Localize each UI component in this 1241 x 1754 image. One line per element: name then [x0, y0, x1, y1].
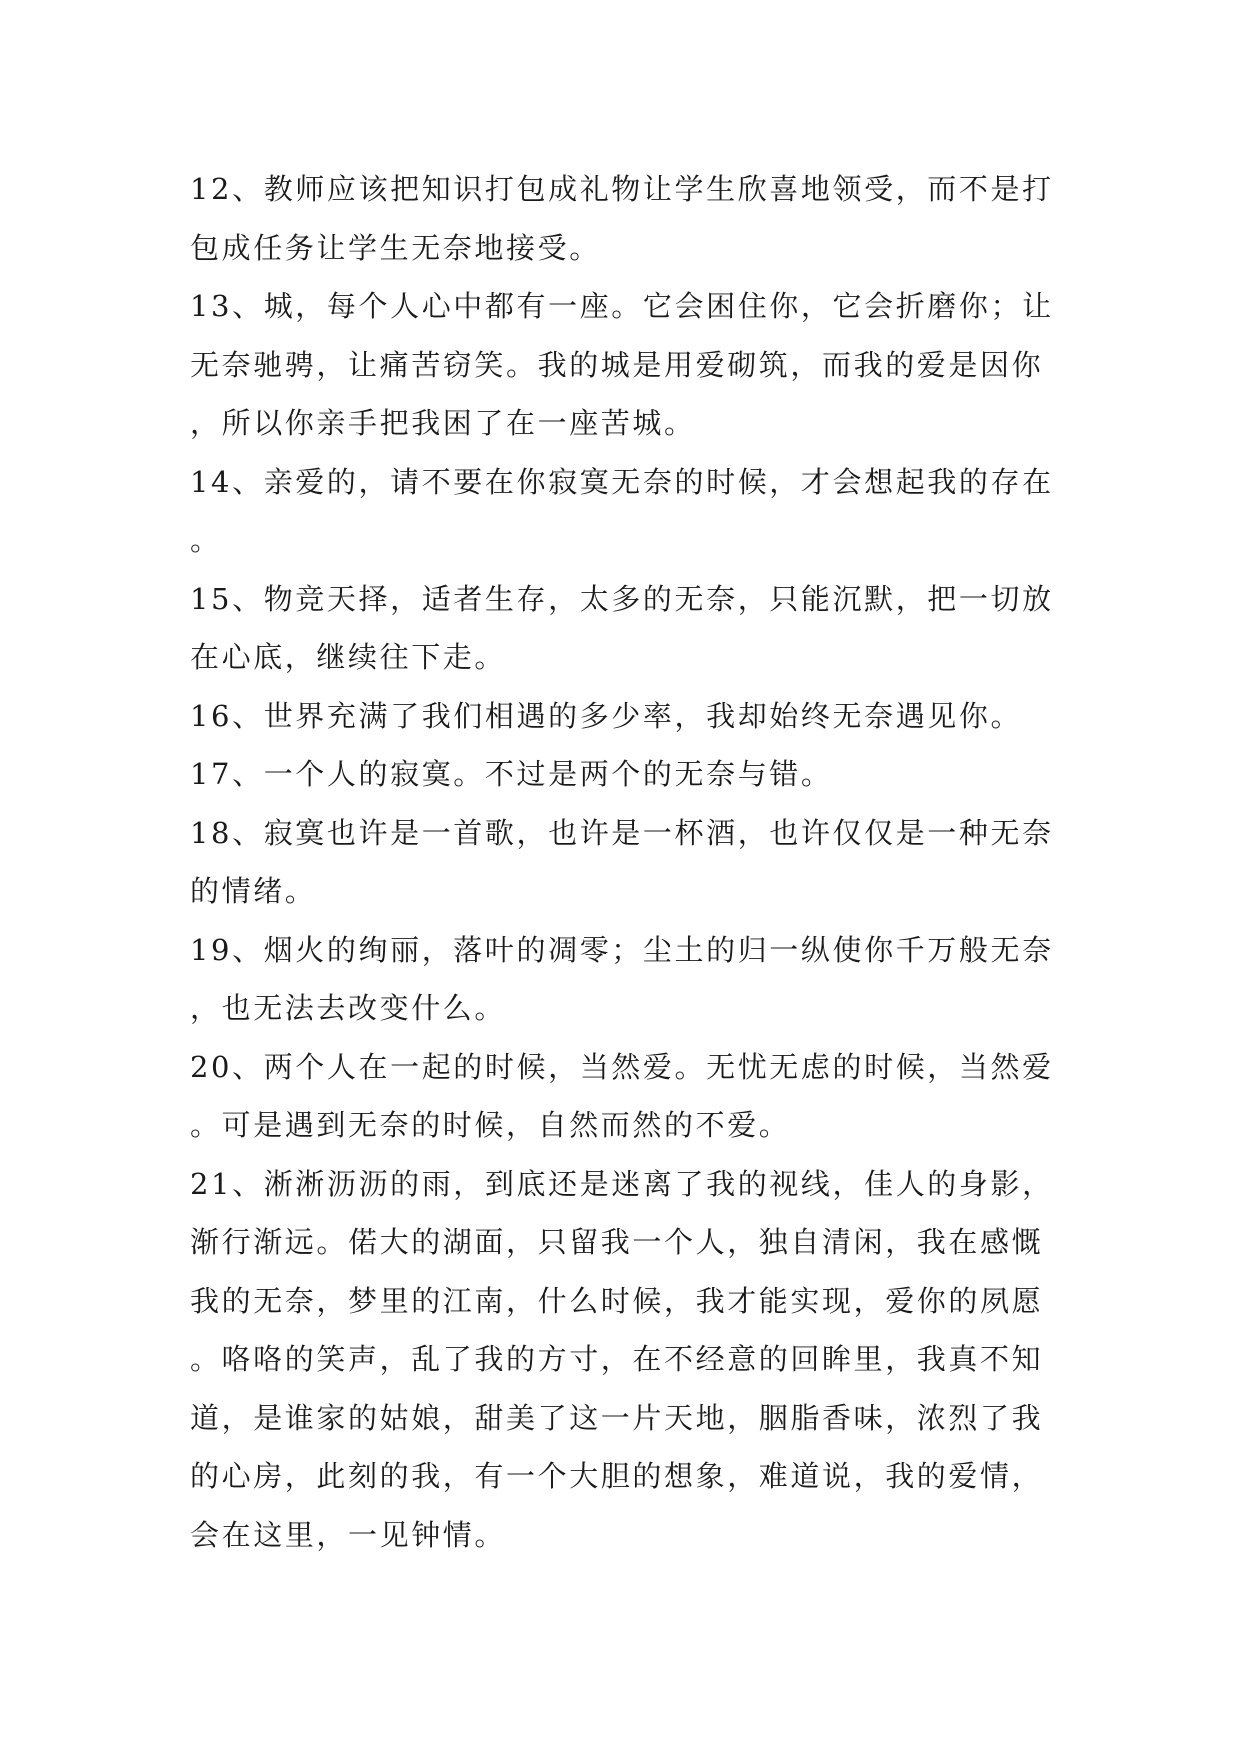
- quote-list: [190, 160, 1070, 1564]
- quote-entry-16: 16、世界充满了我们相遇的多少率，我却始终无奈遇见你。: [190, 698, 1023, 733]
- quote-entry-15: 15、物竞天择，适者生存，太多的无奈，只能沉默，把一切放在心底，继续往下走。: [190, 581, 1054, 674]
- quote-entry-20: 20、两个人在一起的时候，当然爱。无忧无虑的时候，当然爱。可是遇到无奈的时候，自然而然的不爱。: [190, 1049, 1054, 1142]
- quote-entry-18: 18、寂寞也许是一首歌，也许是一杯酒，也许仅仅是一种无奈的情绪。: [190, 815, 1054, 908]
- quote-entry-19: 19、烟火的绚丽，落叶的凋零；尘土的归一纵使你千万般无奈，也无法去改变什么。: [190, 932, 1054, 1025]
- quote-entry-21: 21、淅淅沥沥的雨，到底还是迷离了我的视线，佳人的身影，渐行渐远。偌大的湖面，只留我一个人，独自清闲，我在感慨我的无奈，梦里的江南，什么时候，我才能实现，爱你的夙愿。咯咯的笑声，乱了我的方寸，在不经意的回眸里，我真不知道，是谁家的姑娘，甜美了这一片天地，胭脂香味，浓烈了我的心房，此刻的我，有一个大胆的想象，难道说，我的爱情，会在这里，一见钟情。: [190, 1166, 1054, 1552]
- quote-entry-12: 12、教师应该把知识打包成礼物让学生欣喜地领受，而不是打包成任务让学生无奈地接受。: [190, 172, 1054, 265]
- quote-entry-14: 14、亲爱的，请不要在你寂寞无奈的时候，才会想起我的存在。: [190, 464, 1054, 557]
- quote-entry-17: 17、一个人的寂寞。不过是两个的无奈与错。: [190, 757, 833, 791]
- quote-entry-13: 13、城，每个人心中都有一座。它会困住你，它会折磨你；让无奈驰骋，让痛苦窃笑。我的城是用爱砌筑，而我的爱是因你，所以你亲手把我困了在一座苦城。: [190, 289, 1054, 440]
